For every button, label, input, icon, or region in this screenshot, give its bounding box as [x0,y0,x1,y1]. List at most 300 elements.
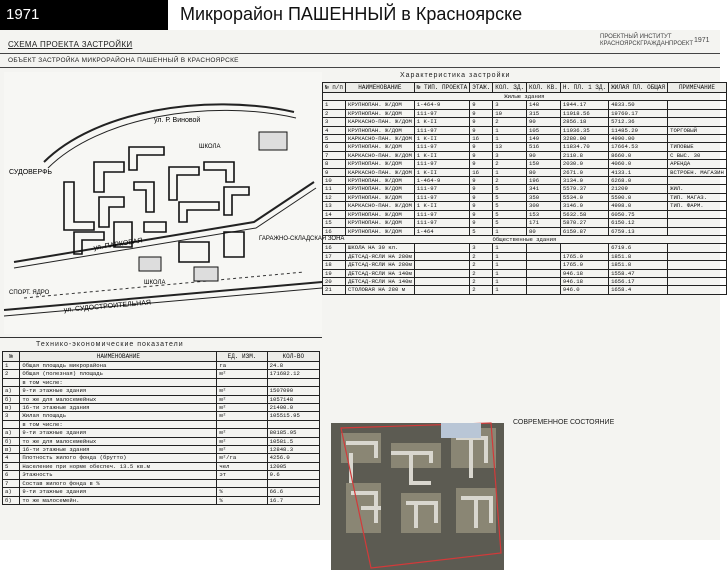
table-cell: м² [217,437,267,445]
map-label-street-park: ул. ПАРКОВАЯ [93,237,144,252]
table-row [3,395,320,403]
table-cell: 1 К-II [414,135,469,143]
section-row-residential [323,93,727,101]
scanned-document [0,30,724,540]
table-cell [668,101,727,109]
plan-divider [0,337,322,338]
table-cell: 11485.29 [609,126,668,134]
table-cell: 1-464 [414,227,469,235]
table-cell: % [217,496,267,504]
table-cell: 16-ти этажные здания [20,446,217,454]
table-cell: 7 [323,151,346,159]
table-cell: КРУПНОПАН. Ж/ДОМ [346,193,415,201]
table-cell: 4133.1 [609,168,668,176]
table-cell [527,244,561,252]
column-header: НАИМЕНОВАНИЕ [20,352,217,362]
table-cell: 9.6 [267,471,319,479]
table-cell: 3280.00 [560,135,608,143]
table-cell: Состав жилого фонда в % [20,479,217,487]
table-cell: 16 [323,244,346,252]
table-cell [217,479,267,487]
table-cell [668,118,727,126]
table-cell: 16 [470,135,493,143]
column-header: НАИМЕНОВАНИЕ [346,83,415,93]
table-row [323,244,727,252]
table-cell [414,286,469,294]
table-row [3,471,320,479]
table-cell: 1 [493,135,527,143]
table-cell: 5870.27 [560,219,608,227]
table-cell: 4256.0 [267,454,319,462]
table-cell: 1-464-9 [414,177,469,185]
table-cell: 2 [470,252,493,260]
table-cell: 149 [527,135,561,143]
table-cell: 9 [470,160,493,168]
table-cell [414,277,469,285]
table-cell [3,420,20,428]
table-cell [527,277,561,285]
table-row [3,412,320,420]
table-cell: 1 [493,269,527,277]
table-cell: 9 [470,118,493,126]
table-row [323,286,727,294]
table-cell: 1 [493,126,527,134]
table-cell: СТОЛОВАЯ НА 280 м [346,286,415,294]
table-cell: 11936.35 [560,126,608,134]
table-cell: 13 [323,202,346,210]
table-cell: 5 [493,193,527,201]
table-cell: 1851.8 [609,252,668,260]
table-cell: 148 [527,101,561,109]
table-cell: 171682.12 [267,370,319,378]
table-cell: 111-97 [414,160,469,168]
table-cell: КРУПНОПАН. Ж/ДОМ [346,143,415,151]
table-cell: 16.7 [267,496,319,504]
slide-title: Микрорайон ПАШЕННЫЙ в Красноярске [180,4,523,24]
table-cell: м² [217,395,267,403]
table-row [323,109,727,117]
table-cell [414,244,469,252]
table-cell: 946.18 [560,269,608,277]
table-cell [668,210,727,218]
table-cell: 2856.18 [560,118,608,126]
table-cell: 6159.87 [560,227,608,235]
table-cell: б) [3,496,20,504]
table-row [3,378,320,386]
column-header: Н. ПЛ. 1 ЗД. [560,83,608,93]
table-row [3,488,320,496]
table-row [323,261,727,269]
tech-table [2,351,320,505]
table-cell: 16 [470,168,493,176]
table-cell: КРУПНОПАН. Ж/ДОМ [346,126,415,134]
table-cell: 1 [493,277,527,285]
table-row [3,404,320,412]
table-cell: 6 [323,143,346,151]
column-header: № ТИП. ПРОЕКТА [414,83,469,93]
table-cell: 111-97 [414,219,469,227]
table-cell [267,479,319,487]
table-row [323,269,727,277]
table-cell: то же для малосемейных [20,395,217,403]
table-cell: 6268.0 [609,177,668,185]
table-cell: чел [217,462,267,470]
table-cell: КРУПНОПАН. Ж/ДОМ [346,109,415,117]
table-cell: 13 [493,143,527,151]
table-cell: 3 [323,118,346,126]
table-cell: 24.8 [267,362,319,370]
table-cell: 111-97 [414,126,469,134]
table-cell: в) [3,404,20,412]
table-row [323,219,727,227]
table-cell: 16-ти этажные здания [20,404,217,412]
table-cell: ТИП. ФАРМ. [668,202,727,210]
table-cell: 111-97 [414,193,469,201]
table-cell: а) [3,488,20,496]
table-cell: 90 [527,151,561,159]
table-row [323,160,727,168]
table-cell: 1656.17 [609,277,668,285]
column-header: ЭТАЖ. [470,83,493,93]
table-cell: 80185.95 [267,429,319,437]
table-cell: 9 [323,168,346,176]
subtitle-divider [0,67,720,68]
table-cell [527,269,561,277]
table-cell: 4060.0 [609,160,668,168]
stamp-year: 1971 [694,37,710,44]
table-cell: 66.6 [267,488,319,496]
table-cell: 3134.0 [560,177,608,185]
table-cell: в том числе: [20,420,217,428]
table-cell: 19 [323,269,346,277]
table-cell [668,277,727,285]
table-cell: 5579.37 [560,185,608,193]
table-cell: 15 [323,219,346,227]
table-cell: б) [3,395,20,403]
table-cell: КРУПНОПАН. Ж/ДОМ [346,185,415,193]
satellite-photo [331,423,504,570]
table-cell: 105515.95 [267,412,319,420]
table-row [323,193,727,201]
table-cell: м² [217,387,267,395]
table-cell: 21400.0 [267,404,319,412]
table-cell: 2 [3,370,20,378]
table-cell: 19760.17 [609,109,668,117]
table-cell: 18 [323,261,346,269]
table-cell: 9-ти этажные здания [20,387,217,395]
table-cell: ТИП. МАГАЗ. [668,193,727,201]
table-row [3,370,320,378]
table-cell: 9 [470,177,493,185]
table-cell: 9 [470,109,493,117]
table-cell: 11 [323,185,346,193]
table-cell: а) [3,429,20,437]
table-cell: % [217,488,267,496]
table-cell: 5 [323,135,346,143]
table-cell: 21209 [609,185,668,193]
table-cell: 7 [3,479,20,487]
table-cell: КАРКАСНО-ПАН. Ж/ДОМ [346,202,415,210]
table-row [3,362,320,370]
table-cell: 9 [470,219,493,227]
table-cell: КРУПНОПАН. Ж/ДОМ [346,177,415,185]
table-cell: ВСТРОЕН. МАГАЗИН [668,168,727,176]
table-row [323,277,727,285]
table-cell: 5 [493,202,527,210]
table-cell: Этажность [20,471,217,479]
table-cell: Общая площадь микрорайона [20,362,217,370]
table-cell [414,252,469,260]
scheme-title: СХЕМА ПРОЕКТА ЗАСТРОЙКИ [8,40,133,49]
table-row [3,387,320,395]
table-cell: 12005 [267,462,319,470]
table-cell: то же для малосемейных [20,437,217,445]
table-cell [414,261,469,269]
column-header: № п/п [323,83,346,93]
table-cell: 1 [493,261,527,269]
table-cell: 1944.17 [560,101,608,109]
table-cell: 8 [323,160,346,168]
table-cell [527,261,561,269]
table-row [3,446,320,454]
table-cell: 21 [323,286,346,294]
table-cell: 150 [527,160,561,168]
section-label: Общественные здания [323,235,727,243]
table-cell: 3 [493,151,527,159]
institute-stamp-line2: КРАСНОЯРСКГРАЖДАНПРОЕКТ [600,41,694,47]
table-cell: 5712.36 [609,118,668,126]
table-row [323,101,727,109]
table-cell: 9 [470,126,493,134]
map-label-school-2: ШКОЛА [144,280,166,286]
table-cell: 171 [527,219,561,227]
section-row-public [323,235,727,243]
table-cell: 90 [527,118,561,126]
buildings-table [322,82,727,295]
table-cell: 1507090 [267,387,319,395]
table-cell: 9-ти этажные здания [20,488,217,496]
table-cell: КРУПНОПАН. Ж/ДОМ [346,210,415,218]
table-cell: 300 [527,202,561,210]
table-row [323,151,727,159]
buildings-table-title: Характеристика застройки [400,72,511,79]
table-cell: КАРКАСНО-ПАН. Ж/ДОМ [346,168,415,176]
table-cell: 1 К-II [414,168,469,176]
table-cell: 6150.12 [609,219,668,227]
table-cell: Плотность жилого фонда (брутто) [20,454,217,462]
table-cell: КАРКАСНО-ПАН. Ж/ДОМ [346,135,415,143]
table-cell: 10 [493,109,527,117]
table-cell: 16 [323,227,346,235]
table-cell: 2030.0 [560,160,608,168]
table-cell: 946.0 [560,286,608,294]
table-row [323,185,727,193]
table-cell: 341 [527,185,561,193]
table-cell: м²/га [217,454,267,462]
table-cell: 1 [493,286,527,294]
map-label-street-sudostr: ул. СУДОСТРОИТЕЛЬНАЯ [63,299,152,314]
table-cell: 6719.6 [609,244,668,252]
table-cell [668,269,727,277]
table-row [3,479,320,487]
table-cell: 5 [493,210,527,218]
table-row [323,210,727,218]
table-cell [560,244,608,252]
table-row [3,420,320,428]
table-cell [267,378,319,386]
table-cell: 111-97 [414,109,469,117]
table-cell: 9-ти этажные здания [20,429,217,437]
table-cell: 3 [493,101,527,109]
table-cell: ШКОЛА НА 30 кл. [346,244,415,252]
tech-table-title: Технико-экономические показатели [36,341,184,348]
table-cell [668,135,727,143]
table-cell [527,286,561,294]
table-cell: 196 [527,177,561,185]
table-cell: 5632.58 [560,210,608,218]
table-cell: 2 [470,269,493,277]
table-cell [668,244,727,252]
table-cell: 111-97 [414,143,469,151]
table-cell: АРЕНДА [668,160,727,168]
table-cell: 2 [470,261,493,269]
table-cell: 80 [527,227,561,235]
institute-stamp-line1: ПРОЕКТНЫЙ ИНСТИТУТ [600,34,672,40]
column-header: ПРИМЕЧАНИЕ [668,83,727,93]
table-row [3,454,320,462]
table-cell: 10581.5 [267,437,319,445]
column-header: КОЛ-ВО [267,352,319,362]
table-cell: 1658.4 [609,286,668,294]
table-cell: 946.18 [560,277,608,285]
table-cell: 111-97 [414,210,469,218]
table-cell [668,227,727,235]
table-cell: 5 [493,219,527,227]
table-row [323,168,727,176]
table-cell: ДЕТСАД-ЯСЛИ НА 280м [346,252,415,260]
table-cell: б) [3,437,20,445]
table-cell: ДЕТСАД-ЯСЛИ НА 140м [346,269,415,277]
table-cell: ТИПОВЫЕ [668,143,727,151]
table-cell: КАРКАСНО-ПАН. Ж/ДОМ [346,151,415,159]
table-cell: Жилая площадь [20,412,217,420]
table-cell: 12 [323,193,346,201]
table-cell: 2 [493,118,527,126]
table-cell: 5 [470,227,493,235]
header-divider [0,53,720,54]
table-cell: 111-97 [414,185,469,193]
table-cell: м² [217,429,267,437]
table-cell: 3 [3,412,20,420]
table-cell [668,286,727,294]
table-cell: 2 [323,109,346,117]
table-cell: Общая (полезная) площадь [20,370,217,378]
table-cell: 1 [493,252,527,260]
table-cell: ЖИЛ. [668,185,727,193]
table-cell: 2 [493,160,527,168]
table-cell: 9 [470,151,493,159]
map-label-street-ring: ул. Р. Виновой [154,117,201,124]
table-cell: м² [217,370,267,378]
column-header: ЖИЛАЯ ПЛ. ОБЩАЯ [609,83,668,93]
table-cell [668,261,727,269]
table-cell: 4998.0 [609,202,668,210]
table-row [323,135,727,143]
table-cell: 350 [527,193,561,201]
table-cell: 1 [493,244,527,252]
map-label-sudoverf: СУДОВЕРФЬ [9,169,52,176]
table-cell: 3146.0 [560,202,608,210]
table-cell: 4833.50 [609,101,668,109]
table-cell: 5 [3,462,20,470]
table-cell: 2671.0 [560,168,608,176]
table-cell: 516 [527,143,561,151]
table-cell: 1 К-II [414,118,469,126]
map-label-school: ШКОЛА [199,144,221,150]
table-cell: 2 [470,277,493,285]
table-cell: 9 [470,101,493,109]
table-cell: 1765.0 [560,261,608,269]
table-cell: 1851.8 [609,261,668,269]
table-row [3,429,320,437]
table-cell: м² [217,404,267,412]
table-cell: 6759.13 [609,227,668,235]
table-row [3,496,320,504]
table-cell: 80 [527,168,561,176]
table-cell [668,177,727,185]
section-label: Жилые здания [323,93,727,101]
table-cell: 8660.0 [609,151,668,159]
table-cell: 4990.00 [609,135,668,143]
table-cell: КРУПНОПАН. Ж/ДОМ [346,101,415,109]
table-row [323,252,727,260]
table-cell: 1057148 [267,395,319,403]
table-cell: 12848.3 [267,446,319,454]
table-cell: 5534.0 [560,193,608,201]
table-cell: КАРКАСНО-ПАН. Ж/ДОМ [346,118,415,126]
table-cell: 11918.56 [560,109,608,117]
table-cell: 2 [493,177,527,185]
table-row [323,118,727,126]
table-cell: ТОРГОВЫЙ [668,126,727,134]
column-header: ЕД. ИЗМ. [217,352,267,362]
table-cell: 1 [323,101,346,109]
column-header: КОЛ. КВ. [527,83,561,93]
table-row [323,126,727,134]
table-cell: 1 К-II [414,151,469,159]
table-cell: 10 [323,177,346,185]
table-row [323,227,727,235]
table-cell: С ВЫС. 30 [668,151,727,159]
table-cell [668,219,727,227]
table-cell: 9 [470,185,493,193]
table-cell: в том числе: [20,378,217,386]
table-row [323,177,727,185]
table-cell: в) [3,446,20,454]
table-cell: КРУПНОПАН. Ж/ДОМ [346,219,415,227]
table-cell [267,420,319,428]
table-cell: 1-464-9 [414,101,469,109]
table-cell: 5590.0 [609,193,668,201]
table-cell: ДЕТСАД-ЯСЛИ НА 140м [346,277,415,285]
column-header: КОЛ. ЗД. [493,83,527,93]
table-row [323,143,727,151]
year-badge: 1971 [0,0,168,30]
map-label-sport: СПОРТ. ЯДРО [9,290,50,296]
table-cell: 17 [323,252,346,260]
table-cell [3,378,20,386]
photo-label: СОВРЕМЕННОЕ СОСТОЯНИЕ [513,419,615,426]
